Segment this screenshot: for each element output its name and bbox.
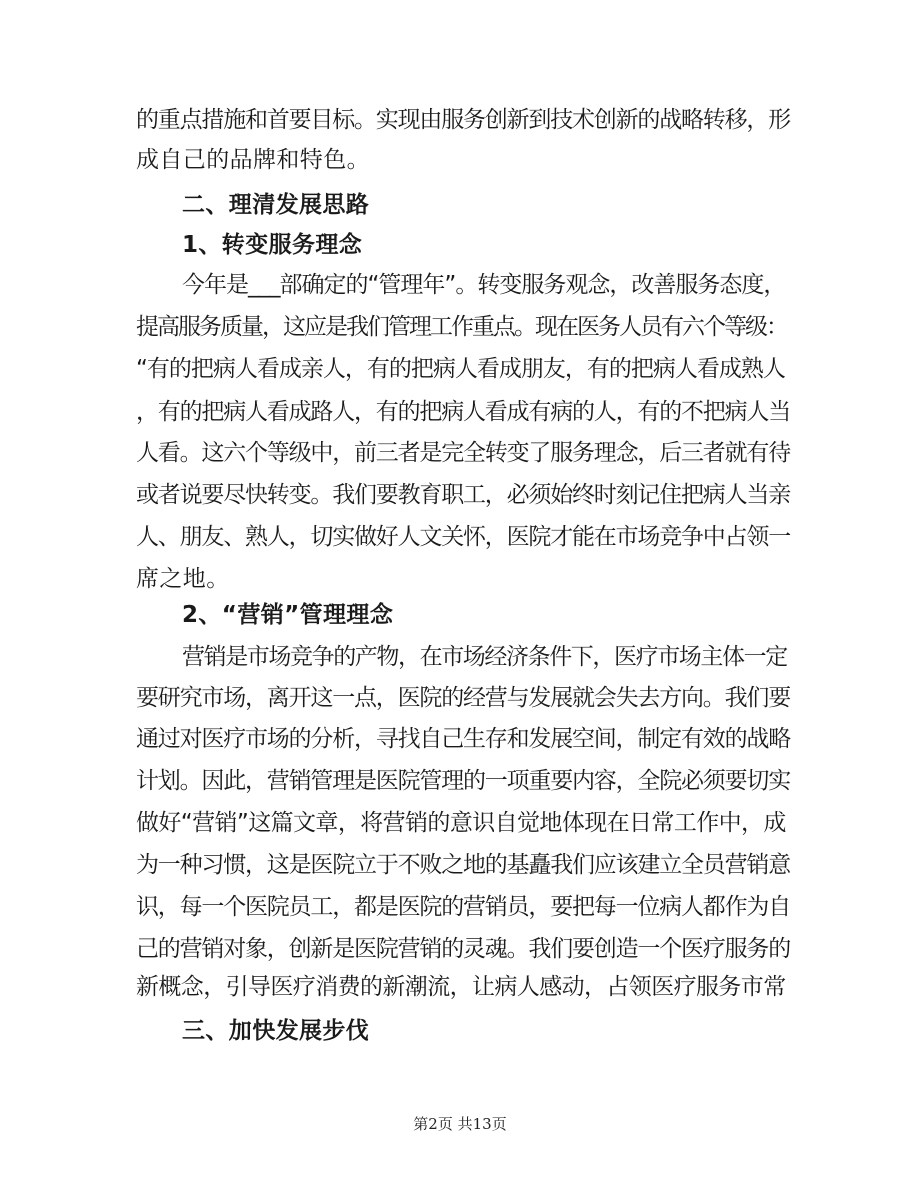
paragraph-line-6: ，有的把病人看成路人，有的把病人看成有病的人，有的不把病人当	[136, 399, 791, 425]
section-heading-2: 二、理清发展思路	[182, 192, 370, 218]
paragraph-line-9: 人、朋友、熟人，切实做好人文关怀，医院才能在市场竞争中占领一	[136, 524, 791, 550]
paragraph-line-4: 提高服务质量，这应是我们管理工作重点。现在医务人员有六个等级：	[136, 314, 787, 340]
paragraph-line-2: 成自己的品牌和特色。	[136, 147, 370, 173]
paragraph-line-13: 通过对医疗市场的分析，寻找自己生存和发展空间，制定有效的战略	[136, 726, 791, 752]
paragraph-line-5: “有的把病人看成亲人，有的把病人看成朋友，有的把病人看成熟人	[136, 356, 785, 382]
paragraph-line-11: 营销是市场竞争的产物，在市场经济条件下，医疗市场主体一定	[182, 644, 787, 670]
subsection-heading-1: 1、转变服务理念	[182, 232, 363, 258]
paragraph-line-12: 要研究市场，离开这一点，医院的经营与发展就会失去方向。我们要	[136, 685, 791, 711]
paragraph-line-16: 为一种习惯，这是医院立于不败之地的基矗我们应该建立全员营销意	[136, 852, 791, 878]
paragraph-line-14: 计划。因此，营销管理是医院管理的一项重要内容，全院必须要切实	[136, 768, 791, 794]
paragraph-line-19: 新概念，引导医疗消费的新潮流，让病人感动，占领医疗服务市常	[136, 974, 786, 1000]
paragraph-line-17: 识，每一个医院员工，都是医院的营销员，要把每一位病人都作为自	[136, 894, 791, 920]
paragraph-line-15: 做好“营销”这篇文章，将营销的意识自觉地体现在日常工作中，成	[136, 810, 786, 836]
paragraph-line-1: 的重点措施和首要目标。实现由服务创新到技术创新的战略转移，形	[136, 107, 791, 133]
paragraph-line-8: 或者说要尽快转变。我们要教育职工，必须始终时刻记住把病人当亲	[136, 482, 791, 508]
section-heading-3: 三、加快发展步伐	[182, 1018, 370, 1044]
paragraph-line-3: 今年是___部确定的“管理年”。转变服务观念，改善服务态度，	[182, 272, 786, 298]
paragraph-line-7: 人看。这六个等级中，前三者是完全转变了服务理念，后三者就有待	[136, 440, 791, 466]
paragraph-line-10: 席之地。	[136, 566, 230, 592]
subsection-heading-2: 2、“营销”管理理念	[182, 602, 394, 628]
paragraph-line-18: 己的营销对象，创新是医院营销的灵魂。我们要创造一个医疗服务的	[136, 936, 791, 962]
page-number-footer: 第2页 共13页	[413, 1115, 507, 1133]
